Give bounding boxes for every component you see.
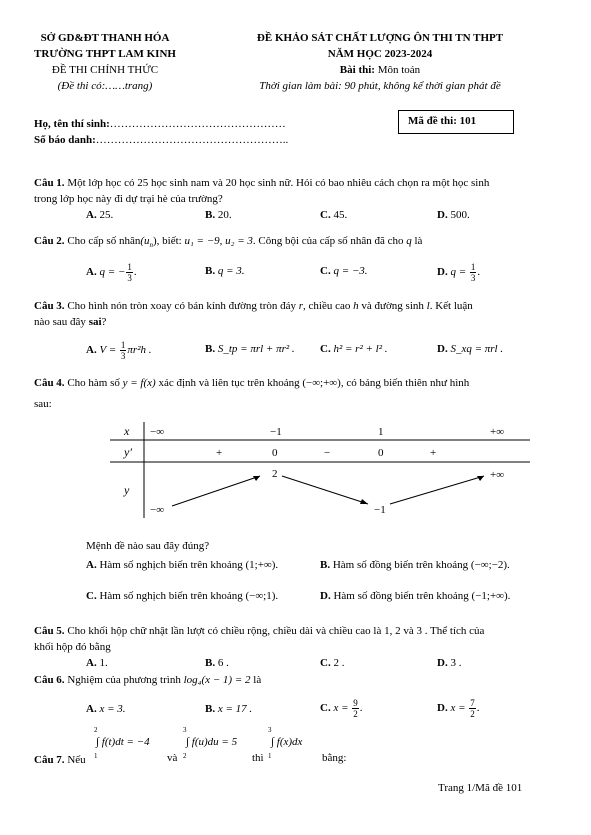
q3-line1: Câu 3. Cho hình nón tròn xoay có bán kính đường tròn đáy r, chiều cao h và đường sinh l. Kết luận bbox=[34, 300, 473, 312]
q2-option-c[interactable]: C. q = −3. bbox=[320, 265, 368, 277]
header-time: Thời gian làm bài: 90 phút, không kể thời gian phát đề bbox=[259, 80, 501, 92]
q4-text2: sau: bbox=[34, 398, 52, 410]
q2-label: Câu 2. bbox=[34, 235, 65, 247]
x-val-2: −1 bbox=[270, 426, 282, 438]
q7-int2: ∫ f(u)du = 5 bbox=[186, 736, 238, 748]
exam-code-value: 101 bbox=[459, 115, 477, 127]
q1-option-a[interactable]: A. 25. bbox=[86, 209, 114, 221]
q1-option-c[interactable]: C. 45. bbox=[320, 209, 348, 221]
q1-option-b[interactable]: B. 20. bbox=[205, 209, 232, 221]
arrowhead-2 bbox=[360, 499, 368, 504]
q1-text1: Một lớp học có 25 học sinh nam và 20 học sinh nữ. Hỏi có bao nhiêu cách chọn ra một học sinh bbox=[67, 177, 490, 189]
q7-and: và bbox=[167, 752, 178, 764]
x-val-3: 1 bbox=[378, 426, 384, 438]
sign-4: 0 bbox=[378, 447, 384, 459]
q5-line1: Câu 5. Cho khối hộp chữ nhật lần lượt có chiều rộng, chiều dài và chiều cao là 1, 2 và 3 . Thể tích của bbox=[34, 625, 485, 637]
header-pages: (Đề thi có:……trang) bbox=[57, 80, 153, 92]
header-official: ĐỀ THI CHÍNH THỨC bbox=[51, 64, 159, 76]
page-footer: Trang 1/Mã đề 101 bbox=[438, 782, 523, 794]
subject-value: Môn toán bbox=[377, 64, 421, 76]
table-x-label: x bbox=[124, 424, 130, 438]
q3-option-c[interactable]: C. h² = r² + l² . bbox=[320, 343, 388, 355]
variation-table bbox=[110, 420, 530, 520]
candidate-name-line bbox=[34, 118, 286, 130]
header-subject bbox=[200, 64, 560, 76]
y-top-2: +∞ bbox=[490, 469, 505, 481]
x-val-1: −∞ bbox=[150, 426, 165, 438]
sign-5: + bbox=[430, 447, 437, 459]
q6-option-b[interactable]: B. x = 17 . bbox=[205, 703, 253, 715]
table-y-label: y bbox=[124, 483, 130, 497]
q1-line1 bbox=[34, 177, 489, 189]
q1-label: Câu 1. bbox=[34, 177, 65, 189]
candidate-id-line bbox=[34, 134, 288, 146]
q7-int3-upper: 3 bbox=[268, 726, 272, 734]
q7-line: Câu 7. Nếu bbox=[34, 754, 86, 766]
q4-option-d[interactable]: D. Hàm số đồng biến trên khoảng (−1;+∞). bbox=[320, 590, 511, 602]
q2-option-b[interactable]: B. q = 3. bbox=[205, 265, 245, 277]
q7-label: Câu 7. bbox=[34, 754, 65, 766]
exam-code bbox=[408, 115, 476, 127]
header-year: NĂM HỌC 2023-2024 bbox=[327, 48, 433, 60]
q3-option-b[interactable]: B. S_tp = πrl + πr² . bbox=[205, 343, 295, 355]
q2-option-d[interactable]: D. q = $\frac{1}{3}$ . bbox=[437, 262, 481, 283]
q6-option-a[interactable]: A. x = 3. bbox=[86, 703, 126, 715]
q3-line2: nào sau đây sai? bbox=[34, 316, 107, 328]
q5-option-d[interactable]: D. 3 . bbox=[437, 657, 462, 669]
sign-3: − bbox=[324, 447, 331, 459]
q3-label: Câu 3. bbox=[34, 300, 65, 312]
y-top-1: 2 bbox=[272, 468, 278, 480]
q1-text2: trong lớp học này đi dự trại hè của trường? bbox=[34, 193, 223, 205]
header-exam-title: ĐỀ KHẢO SÁT CHẤT LƯỢNG ÔN THI TN THPT bbox=[256, 32, 504, 44]
q5-option-a[interactable]: A. 1. bbox=[86, 657, 108, 669]
exam-code-label: Mã đề thi: bbox=[408, 115, 457, 127]
q7-int1: ∫ f(t)dt = −4 bbox=[96, 736, 150, 748]
q3-option-d[interactable]: D. S_xq = πrl . bbox=[437, 343, 504, 355]
q3-option-a[interactable]: A. V = $\frac{1}{3}$ πr²h . bbox=[86, 340, 152, 361]
q4-line1: Câu 4. Cho hàm số y = f(x) xác định và liên tục trên khoảng (−∞;+∞), có bảng biến thiên như hình bbox=[34, 377, 470, 389]
y-bot-2: −1 bbox=[374, 504, 386, 516]
q5-option-b[interactable]: B. 6 . bbox=[205, 657, 229, 669]
q6-option-d[interactable]: D. x = $\frac{7}{2}$ . bbox=[437, 698, 480, 719]
subject-label: Bài thi: bbox=[339, 64, 375, 76]
q4-ask: Mệnh đề nào sau đây đúng? bbox=[86, 540, 210, 552]
q5-label: Câu 5. bbox=[34, 625, 65, 637]
q4-label: Câu 4. bbox=[34, 377, 65, 389]
q4-option-a[interactable]: A. Hàm số nghịch biến trên khoảng (1;+∞). bbox=[86, 559, 279, 571]
candidate-id-dots: …………………………………………….. bbox=[95, 134, 289, 146]
candidate-name-label: Họ, tên thí sinh: bbox=[34, 118, 110, 130]
q7-int2-lower: 2 bbox=[183, 752, 187, 760]
q2-given: u₁ = −9, u₂ = 3 bbox=[184, 235, 253, 247]
q7-int2-upper: 3 bbox=[183, 726, 187, 734]
arrowhead-3 bbox=[477, 476, 484, 481]
q2-line1: Câu 2. Cho cấp số $nhân(u_n)$, biết: u₁ = −9, u₂ = 3. Công bội của cấp số nhân đã cho q là bbox=[34, 235, 423, 250]
sign-2: 0 bbox=[272, 447, 278, 459]
q7-int3: ∫ f(x)dx bbox=[271, 736, 303, 748]
q6-label: Câu 6. bbox=[34, 674, 65, 686]
y-bot-1: −∞ bbox=[150, 504, 165, 516]
candidate-id-label: Số báo danh: bbox=[34, 134, 96, 146]
q7-equals: bằng: bbox=[322, 752, 347, 764]
candidate-name-dots: ………………………………………… bbox=[109, 118, 286, 130]
q4-option-b[interactable]: B. Hàm số đồng biến trên khoảng (−∞;−2). bbox=[320, 559, 510, 571]
table-yp-label: y′ bbox=[124, 445, 132, 459]
q6-line1: Câu 6. Nghiệm của phương trình log₄(x − 1) = 2 là bbox=[34, 674, 262, 686]
q7-int1-upper: 2 bbox=[94, 726, 98, 734]
q7-int3-lower: 1 bbox=[268, 752, 272, 760]
q5-text2: khối hộp đó bằng bbox=[34, 641, 111, 653]
q5-option-c[interactable]: C. 2 . bbox=[320, 657, 345, 669]
header-school: TRƯỜNG THPT LAM KINH bbox=[34, 48, 176, 60]
x-val-4: +∞ bbox=[490, 426, 505, 438]
q2-option-a[interactable]: A. q = − $\frac{1}{3}$ . bbox=[86, 262, 137, 283]
sign-1: + bbox=[216, 447, 223, 459]
q7-then: thì bbox=[252, 752, 264, 764]
q6-option-c[interactable]: C. x = $\frac{9}{2}$ . bbox=[320, 698, 363, 719]
arrow-up-2 bbox=[390, 476, 484, 504]
q7-int1-lower: 1 bbox=[94, 752, 98, 760]
arrow-up-1 bbox=[172, 476, 260, 506]
arrow-down bbox=[282, 476, 368, 504]
q4-option-c[interactable]: C. Hàm số nghịch biến trên khoảng (−∞;1). bbox=[86, 590, 279, 602]
header-dept: SỞ GD&ĐT THANH HÓA bbox=[40, 32, 170, 44]
q1-option-d[interactable]: D. 500. bbox=[437, 209, 470, 221]
